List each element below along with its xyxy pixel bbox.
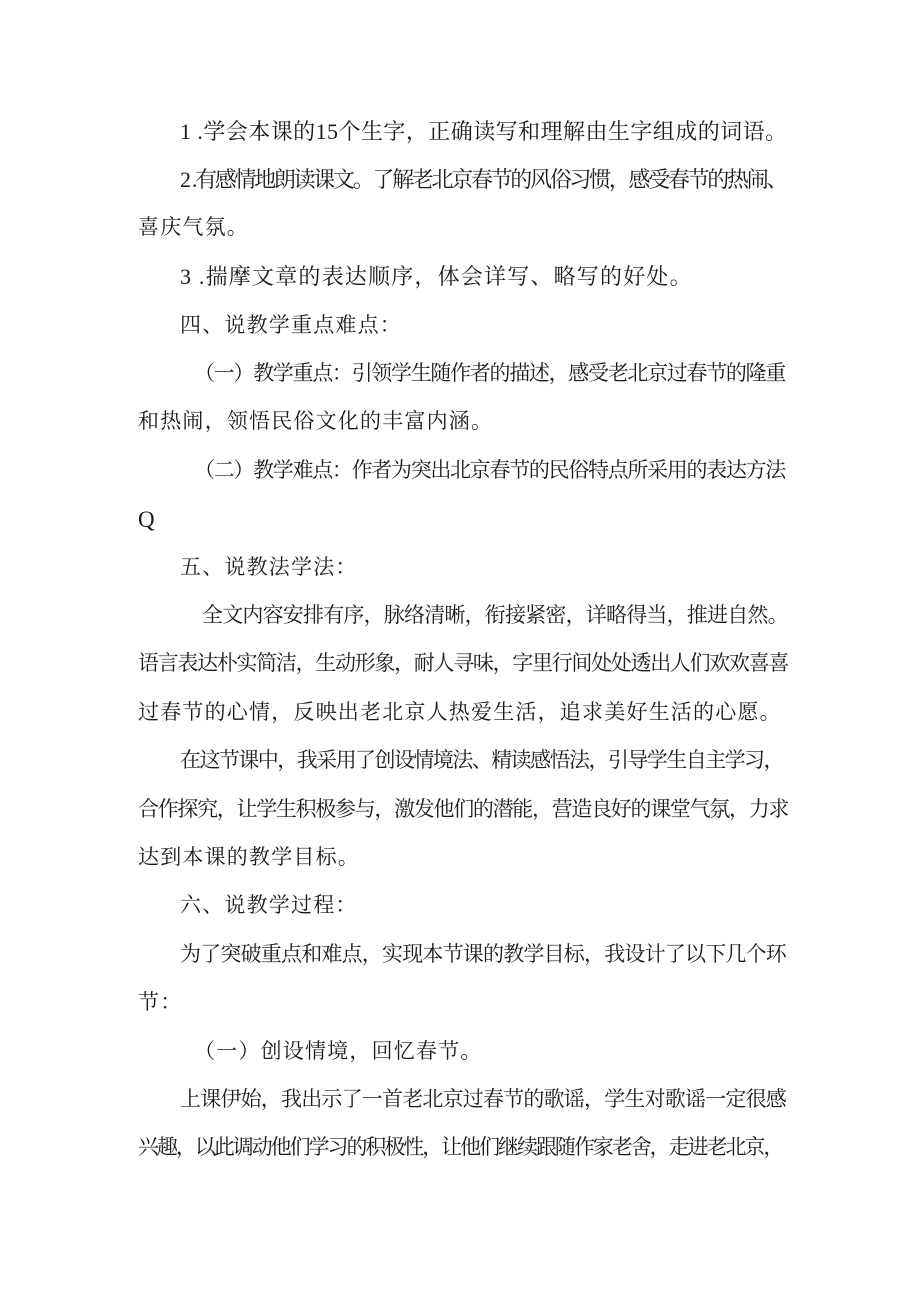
section-heading-5: 五、说教法学法： xyxy=(180,555,358,579)
method-paragraph-1-cont2: 过春节的心情，反映出老北京人热爱生活，追求美好生活的心愿。 xyxy=(138,700,782,724)
key-point: （一）教学重点：引领学生随作者的描述，感受老北京过春节的隆重 xyxy=(194,361,785,385)
section-heading-6: 六、说教学过程： xyxy=(180,893,358,917)
method-paragraph-2-cont1: 合作探究，让学生积极参与，激发他们的潜能，营造良好的课堂气氛，力求 xyxy=(138,797,789,821)
difficult-point: （二）教学难点：作者为突出北京春节的民俗特点所采用的表达方法 xyxy=(194,458,785,482)
objective-3: 3 .揣摩文章的表达顺序，体会详写、略写的好处。 xyxy=(180,264,693,289)
key-point-cont: 和热闹，领悟民俗文化的丰富内涵。 xyxy=(138,409,494,433)
process-intro-cont: 节： xyxy=(138,990,183,1014)
method-paragraph-2: 在这节课中，我采用了创设情境法、精读感悟法，引导学生自主学习， xyxy=(180,748,783,772)
method-paragraph-1: 全文内容安排有序，脉络清晰，衔接紧密，详略得当，推进自然。 xyxy=(202,603,788,627)
method-paragraph-1-cont1: 语言表达朴实简洁，生动形象，耐人寻味，字里行间处处透出人们欢欢喜喜 xyxy=(138,651,789,675)
objective-1: 1 .学会本课的15个生字，正确读写和理解由生字组成的词语。 xyxy=(180,119,788,144)
section-heading-4: 四、说教学重点难点： xyxy=(180,313,402,337)
process-step-1-heading: （一）创设情境，回忆春节。 xyxy=(194,1039,483,1063)
difficult-point-cont: Q xyxy=(138,507,156,532)
process-step-1-paragraph: 上课伊始，我出示了一首老北京过春节的歌谣，学生对歌谣一定很感 xyxy=(180,1087,786,1111)
objective-2-cont: 喜庆气氛。 xyxy=(138,215,249,239)
process-intro: 为了突破重点和难点，实现本节课的教学目标，我设计了以下几个环 xyxy=(180,942,786,966)
process-step-1-paragraph-cont: 兴趣，以此调动他们学习的积极性，让他们继续跟随作家老舍，走进老北京， xyxy=(138,1135,783,1159)
method-paragraph-2-cont2: 达到本课的教学目标。 xyxy=(138,845,360,869)
objective-2: 2 .有感情地朗读课文。了解老北京春节的风俗习惯，感受春节的热闹、 xyxy=(180,167,787,192)
